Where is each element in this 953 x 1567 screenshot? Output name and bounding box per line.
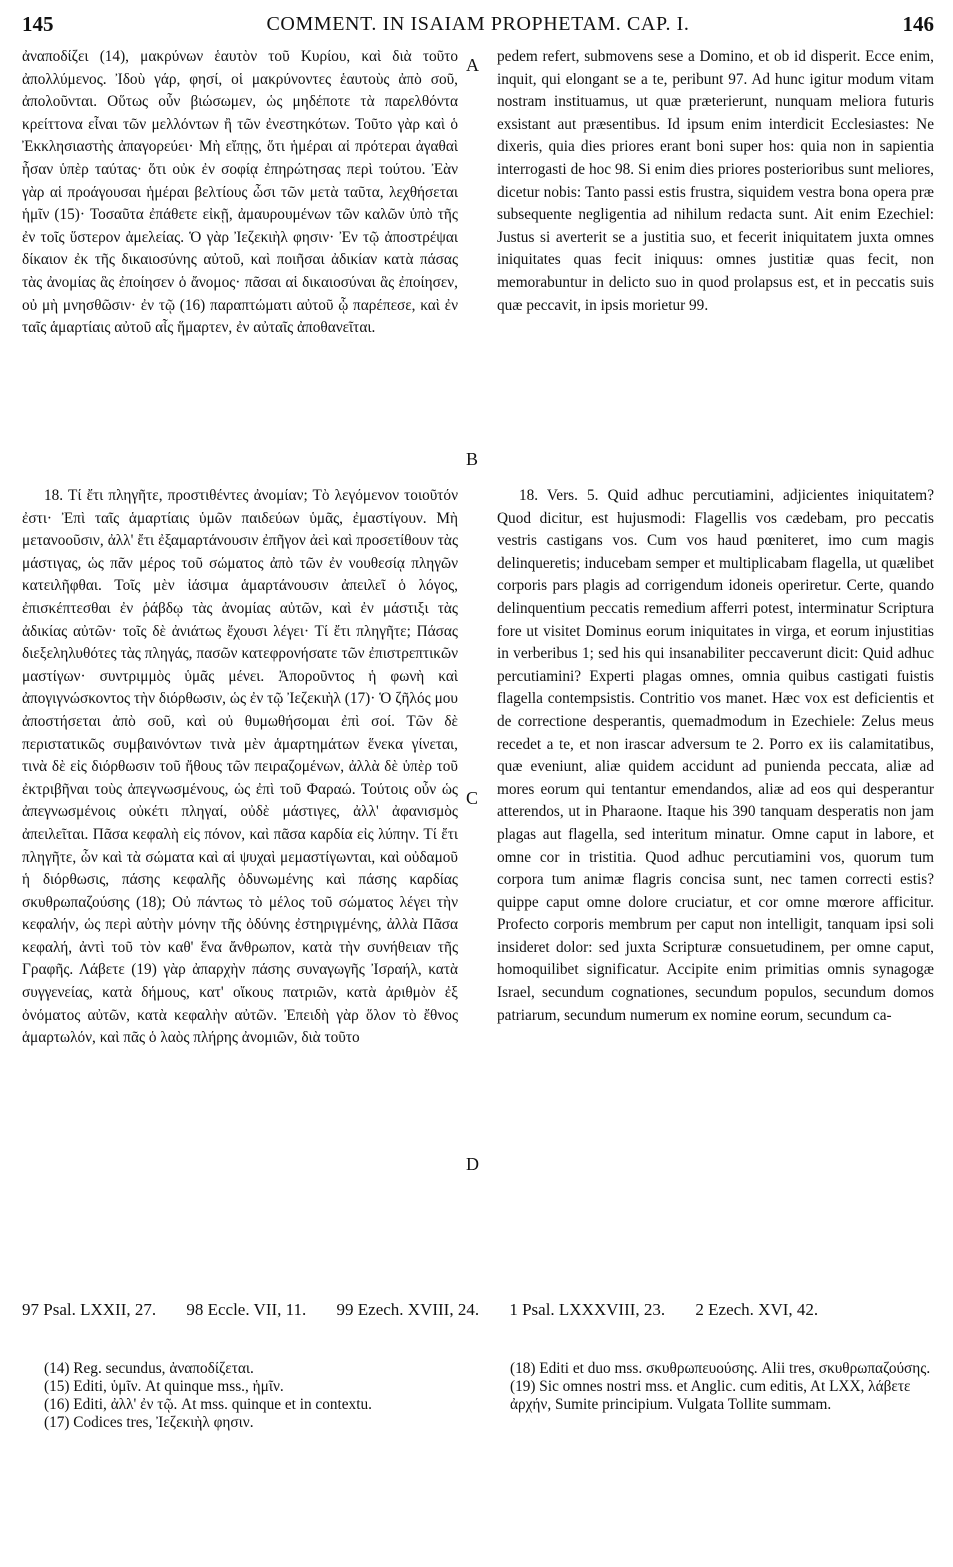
scripture-ref: 2 Ezech. XVI, 42.: [695, 1300, 819, 1319]
footnote: (15) Editi, ὑμῖν. At quinque mss., ἡμῖν.: [44, 1378, 284, 1395]
greek-column-upper: [22, 46, 458, 340]
footnote: (17) Codices tres, Ἰεζεκιὴλ φησιν.: [44, 1414, 254, 1431]
footnote: (16) Editi, ἀλλ' ἐν τῷ. At mss. quinque et in contextu.: [44, 1396, 372, 1413]
scripture-ref: 1 Psal. LXXXVIII, 23.: [509, 1300, 666, 1319]
latin-paragraph-1: pedem refert, submovens sese a Domino, et ob id disperit. Ecce enim, inquit, qui elongant se a te, peribunt 97. Ad hunc igitur modum vitam nostram instituamus, ut quæ præterierunt, nunquam meliora futuris exsistant aut præsentibus. Id ipsum enim interdicit Ecclesiastes: Ne dixeris, quia dies priores erant boni super hos: quia non in sapientia interrogasti de hoc 98. Si enim dies priores posterioribus sunt meliores, dicetur nobis: Tanto passi estis frustra, siquidem vestra bona opera præ subsequente negligentia ad nihilum redacta sunt. Ait enim Ezechiel: Justus si averterit se a justitia suo, et fecerit iniquitatem juxta omnes iniquitates quas fecit iniquus: omnes justitiæ quas fecit, non memorabuntur in delicto suo in quod prolapsus est, et in peccatis suis quæ peccavit, in ipsis morietur 99.: [497, 48, 934, 314]
scripture-references: [22, 1300, 934, 1320]
scripture-ref: 97 Psal. LXXII, 27.: [22, 1300, 157, 1319]
scripture-ref: 98 Eccle. VII, 11.: [186, 1300, 307, 1319]
latin-paragraph-2: 18. Vers. 5. Quid adhuc percutiamini, adjicientes iniquitatem? Quod dicitur, est hujusmodi: Flagellis vos cædebam, pro peccatis vestris castigans vos. Cum vos haud pœniteret, imo cum magis delinqueretis; inducebam semper et multiplicabam flagella, ut quælibet corporis pars plagis ad corrigendum idoneis operiretur. Certe, quando delinquentium peccatis remedium afferri potest, interminatur Scriptura fore ut visitet Dominus eorum iniquitates in virga, et eorum injustitias in verberibus 1; sed his qui insanabiliter peccaverunt dicit: Quid adhuc percutiamini? Experti plagas omnes, omnia quibus castigati fuistis flagella contempsistis. Contritio vos manet. Hæc vox est deficientis et de correctione desperantis, quemadmodum in Ezechiele: Zelus meus recedet a te, et non irascar adversum te 2. Porro ex iis calamitatibus, quæ eveniunt, aliæ quidem accidunt ad punienda peccata, aliæ ad mores eorum qui tentantur emendandos, aliæ ad eos qui desperantur atterendos, ut in Pharaone. Itaque his 390 tanquam desperatis non jam plagas aut flagella, sed interitum minatur. Omne caput in labore, et omne cor in tristitia. Quod adhuc percutiamini vos, quorum tum corpora tum animæ flagris concisa sunt, nec tamen correcti estis? quippe caput omne dolore cruciatur, et cor omne mœrore afficitur. Profecto corporis membrum per caput non intelligit, tanquam ipsi soli insideret dolor: sed juxta Scripturæ consuetudinem, per omne caput, homoquilibet significatur. Accipite enim primitias omnis synagogæ Israel, secundum cognationes, secundum populos, secundum domos patriarum, secundum numerum ex nomine eorum, secundum ca-: [497, 487, 934, 1024]
footnote: (14) Reg. secundus, ἀναποδίζεται.: [44, 1360, 254, 1377]
footnotes-left: [44, 1360, 464, 1432]
latin-column-upper: [497, 46, 934, 317]
footnote: (18) Editi et duo mss. σκυθρωπευούσης. Alii tres, σκυθρωπαζούσης.: [510, 1360, 931, 1377]
latin-column-lower: [497, 485, 934, 1027]
margin-marker-b: B: [466, 449, 479, 469]
margin-marker-a: A: [466, 55, 479, 75]
margin-marker-c: C: [466, 788, 479, 808]
running-title: COMMENT. IN ISAIAM PROPHETAM. CAP. I.: [266, 13, 690, 35]
page-header: [22, 12, 934, 40]
page-number-left: 145: [22, 12, 54, 36]
page-number-right: 146: [902, 12, 934, 36]
margin-marker-d: D: [466, 1154, 479, 1174]
greek-paragraph-1: ἀναποδίζει (14), μακρύνων ἑαυτὸν τοῦ Κυρίου, καὶ διὰ τοῦτο ἀπολλύμενος. Ἰδοὺ γάρ, φησί, οἱ μακρύνοντες ἑαυτοὺς ἀπὸ σοῦ, ἀπολοῦνται. Οὕτως οὖν βιώσωμεν, ὡς μηδέποτε τὰ παρελθόντα κρείττονα εἶναι τῶν μελλόντων ἢ τῶν ἐνεστηκότων. Τοῦτο γὰρ καὶ ὁ Ἐκκλησιαστὴς ἀπαγορεύει· Μὴ εἴπῃς, ὅτι ἡμέραι αἱ πρότεραι ἀγαθαὶ ἦσαν ὑπὲρ ταύτας· ὅτι οὐκ ἐν σοφίᾳ ἐπηρώτησας περὶ τούτου. Ἐὰν γὰρ αἱ προάγουσαι ἡμέραι βελτίους ὦσι τῶν μετὰ ταῦτα, λεχθήσεται ἡμῖν (15)· Τοσαῦτα ἐπάθετε εἰκῇ, ἀμαυρουμένων τῶν καλῶν ὑπὸ τῆς ἐν τοῖς ὕστερον ἀμελείας. Ὁ γὰρ Ἰεζεκιὴλ φησιν· Ἐν τῷ ἀποστρέψαι δίκαιον ἐκ τῆς δικαιοσύνης αὐτοῦ, καὶ ποιῆσαι ἀδικίαν κατὰ πάσας τὰς ἀνομίας ἃς ἐποίησεν ὁ ἄνομος· πᾶσαι αἱ δικαιοσύναι ἃς ἐποίησεν, οὐ μὴ μνησθῶσιν· ἐν τῷ (16) παραπτώματι αὐτοῦ ᾧ παρέπεσε, καὶ ἐν ταῖς ἁμαρτίαις αὐτοῦ αἷς ἥμαρτεν, ἐν αὐταῖς ἀποθανεῖται.: [22, 48, 458, 337]
greek-paragraph-2: 18. Τί ἔτι πληγῆτε, προστιθέντες ἀνομίαν; Τὸ λεγόμενον τοιοῦτόν ἐστι· Ἐπὶ ταῖς ἁμαρτίαις ὑμῶν παιδεύων ὑμᾶς, ἐμαστίγουν. Μὴ μετανοοῦσιν, ἀλλ' ἔτι ἐξαμαρτάνουσιν ἐπῆγον ἀεὶ καὶ προσετίθουν τὰς μάστιγας, ὡς πᾶν μέρος τοῦ σώματος ἀπὸ τῶν ἐν νουθεσίᾳ πληγῶν κατειλῆφθαι. Τοῖς μὲν ἰάσιμα ἁμαρτάνουσιν ἀπειλεῖ ὁ λόγος, ἐπισκέπτεσθαι ἐν ῥάβδῳ τὰς ἀνομίας αὐτῶν, καὶ ἐν μάστιξι τὰς ἀδικίας αὐτῶν· τοῖς δὲ ἀνιάτως ἔχουσι λέγει· Τί ἔτι πληγῆτε; Πάσας διεξεληλυθότες τὰς πληγάς, πασῶν κατεφρονήσατε τῶν ἐπιστρεπτικῶν μαστίγων· συντριμμὸς ὑμᾶς μένει. Ἀπορoῦντος ἡ φωνὴ καὶ ἀπογιγνώσκοντος τὴν διόρθωσιν, ὡς ἐν τῷ Ἰεζεκιὴλ (17)· Ὁ ζῆλός μου ἀποστήσεται ἀπὸ σοῦ, καὶ οὐ θυμωθήσομαι ἐπὶ σοί. Τῶν δὲ περιστατικῶς συμβαινόντων τινὰ μὲν ἁμαρτημάτων ἕνεκα γίνεται, τινὰ δὲ εἰς διόρθωσιν τοῦ ἤθους τῶν πειραζομένων, ἀλλὰ δὲ ὑπὲρ τοῦ ἐκτριβῆναι τοὺς ἀπεγνωσμένους, ὡς ἐπὶ τοῦ Φαραώ. Τούτοις οὖν ὡς ἀπεγνωσμένοις οὐκέτι πληγαί, οὐδὲ μάστιγες, ἀλλ' ἀφανισμὸς ἀπειλεῖται. Πᾶσα κεφαλὴ εἰς πόνον, καὶ πᾶσα καρδία εἰς λύπην. Τί ἔτι πληγῆτε, ὧν καὶ τὰ σώματα καὶ αἱ ψυχαὶ μεμαστίγωνται, καὶ οὐδαμοῦ ἡ διόρθωσις, πάσης κεφαλῆς ὀδυνωμένης καὶ πάσης καρδίας σκυθρωπαζούσης (18); Οὐ πάντως τὸ μέλος τοῦ σώματος λέγει τὴν κεφαλήν, ὡς περὶ αὐτὴν μόνην τῆς ὀδύνης ἐστηριγμένης, ἀλλὰ Πᾶσα κεφαλή, ἀντὶ τοῦ τὸν καθ' ἕνα ἄνθρωπον, κατὰ τὴν συνήθειαν τῆς Γραφῆς. Λάβετε (19) γὰρ ἀπαρχὴν πάσης συναγωγῆς Ἰσραήλ, κατὰ συγγενείας, κατὰ δήμους, κατ' οἴκους πατριῶν, κατὰ ἀριθμὸν ἐξ ὀνόματος αὐτῶν, κατὰ κεφαλὴν αὐτῶν. Ἐπειδὴ γὰρ ὅλον τὸ ἔθνος ἁμαρτωλόν, καὶ πᾶς ὁ λαὸς πλήρης ἀνομιῶν, διὰ τοῦτο: [22, 487, 458, 1047]
footnotes-right: [510, 1360, 934, 1414]
greek-column-lower: [22, 485, 458, 1050]
footnote: (19) Sic omnes nostri mss. et Anglic. cum editis, At LXX, λάβετε ἀρχήν, Sumite principium. Vulgata Tollite summam.: [510, 1378, 911, 1413]
scripture-ref: 99 Ezech. XVIII, 24.: [336, 1300, 480, 1319]
